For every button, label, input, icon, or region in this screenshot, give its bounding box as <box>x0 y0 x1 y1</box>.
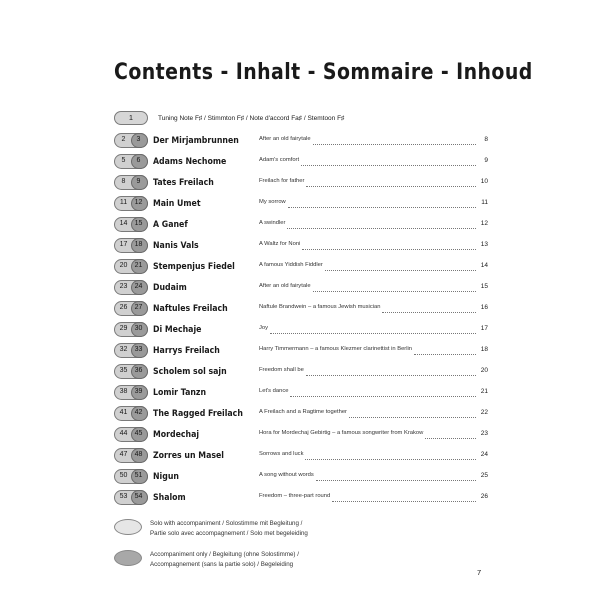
dot-leader <box>325 262 476 271</box>
page-ref: 20 <box>480 367 488 374</box>
track-number-with-solo: 41 <box>119 409 128 416</box>
song-description: After an old fairytale <box>259 283 311 289</box>
legend-text <box>150 519 308 539</box>
page-ref: 9 <box>484 157 488 164</box>
track-number-accompaniment: 51 <box>134 472 143 479</box>
track-number-with-solo: 23 <box>119 283 128 290</box>
dot-leader <box>306 178 476 187</box>
track-number-accompaniment: 3 <box>136 136 141 143</box>
track-number-with-solo: 53 <box>119 493 128 500</box>
page-ref: 17 <box>480 325 488 332</box>
song-description: A Waltz for Noni <box>259 241 301 247</box>
contents-entry <box>114 445 488 466</box>
song-description: A song without words <box>259 472 314 478</box>
track-number-accompaniment: 39 <box>134 388 143 395</box>
contents-entry <box>114 277 488 298</box>
song-description: Sorrows and luck <box>259 451 304 457</box>
track-number-badge <box>114 217 148 232</box>
song-title: Scholem sol sajn <box>153 366 227 377</box>
song-description: Freilach for father <box>259 178 305 184</box>
track-number-accompaniment: 9 <box>136 178 141 185</box>
legend-text <box>150 550 299 570</box>
legend-line: Solo with accompaniment / Solostimme mit Begleitung / <box>150 520 303 527</box>
dot-leader <box>349 409 476 418</box>
dot-leader <box>316 472 476 481</box>
legend-line: Partie solo avec accompagnement / Solo met begeleiding <box>150 530 308 537</box>
track-number-badge <box>114 133 148 148</box>
song-description: Freedom – three-part round <box>259 493 331 499</box>
song-description: Joy <box>259 325 269 331</box>
dot-leader <box>313 136 476 145</box>
contents-entry <box>114 172 488 193</box>
track-number-with-solo: 20 <box>119 262 128 269</box>
page-ref: 11 <box>481 199 488 206</box>
track-number-badge <box>114 175 148 190</box>
page-ref: 8 <box>484 136 488 143</box>
track-number-accompaniment: 45 <box>134 430 143 437</box>
track-number-accompaniment: 18 <box>134 241 143 248</box>
song-title: Lomir Tanzn <box>153 387 207 398</box>
song-description: Freedom shall be <box>259 367 304 373</box>
page-ref: 15 <box>480 283 488 290</box>
dot-leader <box>313 283 476 292</box>
track-number-badge <box>114 364 148 379</box>
contents-entry <box>114 319 488 340</box>
song-title: Mordechaj <box>153 429 200 440</box>
track-number-with-solo: 47 <box>119 451 128 458</box>
contents-entry <box>114 403 488 424</box>
track-number-accompaniment: 42 <box>134 409 143 416</box>
page-ref: 16 <box>480 304 488 311</box>
song-title: Nigun <box>153 471 179 482</box>
contents-entry <box>114 130 488 151</box>
dot-leader <box>288 199 476 208</box>
track-number-badge <box>114 280 148 295</box>
dot-leader <box>332 493 476 502</box>
song-title: Main Umet <box>153 198 201 209</box>
dot-leader <box>301 157 476 166</box>
page-ref: 10 <box>480 178 488 185</box>
track-number-accompaniment: 15 <box>134 220 143 227</box>
song-description: Adam's comfort <box>259 157 300 163</box>
dot-leader <box>425 430 476 439</box>
song-title: Di Mechaje <box>153 324 202 335</box>
track-number-accompaniment: 24 <box>134 283 143 290</box>
song-description: A swindler <box>259 220 286 226</box>
track-number-with-solo: 35 <box>119 367 128 374</box>
track-number-badge <box>114 301 148 316</box>
page-ref: 26 <box>480 493 488 500</box>
song-title: Zorres un Masel <box>153 450 224 461</box>
contents-entry <box>114 361 488 382</box>
contents-entry <box>114 151 488 172</box>
page-ref: 23 <box>480 430 488 437</box>
track-number-with-solo: 44 <box>119 430 128 437</box>
legend-line: Accompaniment only / Begleitung (ohne Solostimme) / <box>150 551 299 558</box>
contents-list <box>114 130 488 508</box>
song-title: Adams Nechome <box>153 156 227 167</box>
light-track-oval-icon <box>114 519 142 535</box>
page-ref: 21 <box>480 388 488 395</box>
song-description: Naftule Brandwein – a famous Jewish musician <box>259 304 381 310</box>
track-number-badge <box>114 469 148 484</box>
track-number-with-solo: 50 <box>119 472 128 479</box>
song-title: Nanis Vals <box>153 240 199 251</box>
track-number-badge <box>114 238 148 253</box>
page-ref: 14 <box>480 262 488 269</box>
track-number-badge <box>114 448 148 463</box>
page-ref: 25 <box>480 472 488 479</box>
song-title: Der Mirjambrunnen <box>153 135 239 146</box>
track-number-accompaniment: 30 <box>134 325 143 332</box>
track-number-badge <box>114 322 148 337</box>
page-number: 7 <box>477 568 482 577</box>
song-title: Harrys Freilach <box>153 345 220 356</box>
song-title: A Ganef <box>153 219 188 230</box>
dot-leader <box>270 325 476 334</box>
legend-line: Accompagnement (sans la partie solo) / Begeleiding <box>150 561 294 568</box>
track-number-with-solo: 11 <box>119 199 128 206</box>
page-ref: 12 <box>480 220 488 227</box>
track-number-badge <box>114 490 148 505</box>
song-title: Shalom <box>153 492 186 503</box>
song-title: Stempenjus Fiedel <box>153 261 235 272</box>
contents-entry <box>114 256 488 277</box>
dot-leader <box>302 241 476 250</box>
track-number-badge <box>114 343 148 358</box>
contents-entry <box>114 382 488 403</box>
page-ref: 24 <box>480 451 488 458</box>
track-number-with-solo: 17 <box>119 241 128 248</box>
page-ref: 22 <box>480 409 488 416</box>
track-number-badge <box>114 406 148 421</box>
track-number-badge <box>114 196 148 211</box>
legend-accompaniment-only <box>114 550 299 570</box>
track-number: 1 <box>128 113 134 122</box>
contents-entry <box>114 487 488 508</box>
track-number-badge <box>114 427 148 442</box>
contents-entry <box>114 466 488 487</box>
song-title: Naftules Freilach <box>153 303 228 314</box>
track-number-with-solo: 14 <box>119 220 128 227</box>
dot-leader <box>382 304 476 313</box>
track-number-badge <box>114 385 148 400</box>
dark-track-oval-icon <box>114 550 142 566</box>
tuning-note-row <box>114 110 344 126</box>
dot-leader <box>287 220 476 229</box>
track-number-with-solo: 38 <box>119 388 128 395</box>
song-title: Dudaim <box>153 282 187 293</box>
song-description: Let's dance <box>259 388 289 394</box>
track-number-accompaniment: 48 <box>134 451 143 458</box>
track-number-with-solo: 5 <box>121 157 126 164</box>
song-description: A Freilach and a Ragtime together <box>259 409 347 415</box>
track-number-with-solo: 29 <box>119 325 128 332</box>
track-number-with-solo: 26 <box>119 304 128 311</box>
track-number-with-solo: 32 <box>119 346 128 353</box>
track-number-accompaniment: 6 <box>136 157 141 164</box>
dot-leader <box>306 367 476 376</box>
track-number-accompaniment: 21 <box>134 262 143 269</box>
contents-entry <box>114 340 488 361</box>
contents-entry <box>114 424 488 445</box>
page-ref: 18 <box>480 346 488 353</box>
track-number-with-solo: 8 <box>121 178 126 185</box>
page-ref: 13 <box>480 241 488 248</box>
song-description: My sorrow <box>259 199 286 205</box>
track-number-badge <box>114 154 148 169</box>
song-description: Harry Timmermann – a famous Klezmer clarinettist in Berlin <box>259 346 413 352</box>
page-title: Contents - Inhalt - Sommaire - Inhoud <box>114 60 533 85</box>
track-number-badge <box>114 111 148 125</box>
track-number-with-solo: 2 <box>121 136 126 143</box>
song-title: The Ragged Freilach <box>153 408 243 419</box>
song-title: Tates Freilach <box>153 177 214 188</box>
track-number-accompaniment: 54 <box>134 493 143 500</box>
tuning-note-text: Tuning Note F♯ / Stimmton F♯ / Note d'accord Fa♯ / Stemtoon F♯ <box>158 114 345 122</box>
track-number-accompaniment: 12 <box>134 199 143 206</box>
legend-solo-with-accompaniment <box>114 519 308 539</box>
track-number-accompaniment: 33 <box>134 346 143 353</box>
contents-entry <box>114 235 488 256</box>
dot-leader <box>414 346 476 355</box>
track-number-badge <box>114 259 148 274</box>
song-description: After an old fairytale <box>259 136 311 142</box>
dot-leader <box>290 388 476 397</box>
track-number-accompaniment: 36 <box>134 367 143 374</box>
track-number-accompaniment: 27 <box>134 304 143 311</box>
song-description: Hora for Mordechaj Gebirtig – a famous songwriter from Krakow <box>259 430 424 436</box>
contents-entry <box>114 193 488 214</box>
contents-entry <box>114 298 488 319</box>
contents-entry <box>114 214 488 235</box>
song-description: A famous Yiddish Fiddler <box>259 262 323 268</box>
dot-leader <box>305 451 476 460</box>
